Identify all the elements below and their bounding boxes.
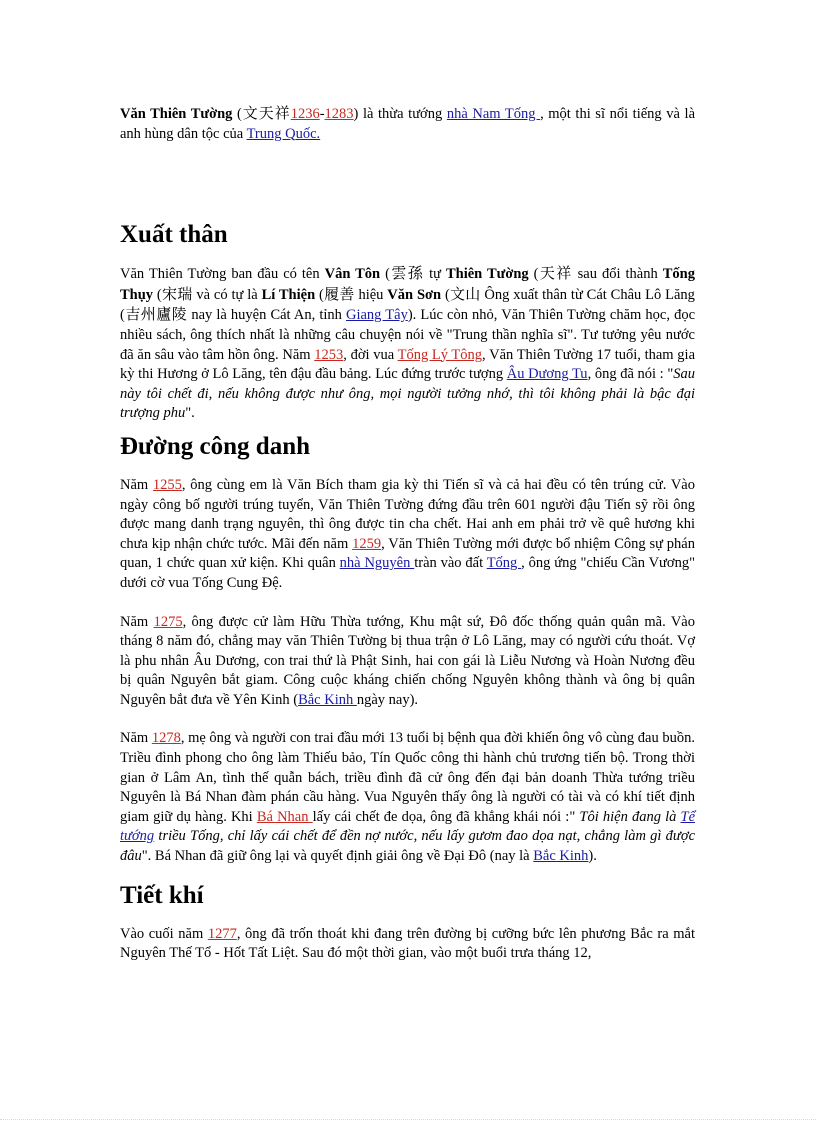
link-1255[interactable]: 1255 — [152, 476, 182, 493]
heading-duong-cong-danh: Đường công danh — [120, 432, 311, 460]
quote-dai-truong-phu: Sau này tôi chết đi, nếu không được như ông, mọi người tưởng nhớ, thì tôi không phải là bậc đại trượng phu — [120, 366, 695, 422]
link-1259[interactable]: 1259 — [352, 535, 382, 552]
paragraph-tiet-khi: Vào cuối năm 1277, ông đã trốn thoát khi đang trên đường bị cưỡng bức lên phương Bắc ra mắt Nguyên Thế Tổ - Hốt Tất Liệt. Sau đó một thời gian, vào một buổi trưa tháng 12, — [120, 925, 695, 962]
link-nha-nam-tong[interactable]: nhà Nam Tống — [446, 106, 541, 122]
link-1236[interactable]: 1236 — [290, 106, 320, 122]
link-tong[interactable]: Tống — [486, 555, 522, 572]
heading-tiet-khi: Tiết khí — [120, 881, 204, 909]
link-au-duong-tu[interactable]: Âu Dương Tu — [506, 366, 588, 383]
paragraph-xuat-than: Văn Thiên Tường ban đầu có tên Vân Tôn (雲孫 tự Thiên Tường (天祥 sau đổi thành Tống Thụy (宋瑞 và có tự là Lí Thiện (履善 hiệu Văn Sơn (文山 Ông xuất thân từ Cát Châu Lô Lăng (吉州廬陵 nay là huyện Cát An, tỉnh Giang Tây). Lúc còn nhỏ, Văn Thiên Tường chăm học, đọc nhiều sách, ông thích nhất là những câu chuyện nói về "Trung thần nghĩa sĩ". Tư tưởng yêu nước đã ăn sâu vào tâm hồn ông. Năm 1253, đời vua Tống Lý Tông, Văn Thiên Tường 17 tuổi, tham gia kỳ thi Hương ở Lô Lăng, tên đậu đầu bảng. Lúc đứng trước tượng Âu Dương Tu, ông đã nói : "Sau này tôi chết đi, nếu không được như ông, mọi người tưởng nhớ, thì tôi không phải là bậc đại trượng phu". — [120, 264, 696, 422]
link-te-tuong[interactable]: Tể tướng — [120, 808, 695, 845]
page-bottom-divider — [0, 1119, 816, 1122]
intro-paragraph: Văn Thiên Tường (文天祥1236-1283) là thừa tướng nhà Nam Tống , một thi sĩ nổi tiếng và là anh hùng dân tộc của Trung Quốc. — [120, 104, 695, 142]
link-giang-tay[interactable]: Giang Tây — [346, 307, 408, 324]
cjk-name: 文天祥 — [241, 104, 291, 122]
link-1275[interactable]: 1275 — [153, 613, 183, 630]
link-ba-nhan[interactable]: Bá Nhan — [256, 808, 313, 825]
link-1278[interactable]: 1278 — [151, 730, 181, 747]
paragraph-cong-danh-2: Năm 1275, ông được cử làm Hữu Thừa tướng, Khu mật sứ, Đô đốc thống quản quân mã. Vào tháng 8 năm đó, chẳng may văn Thiên Tường bị thua trận ở Lô Lăng, may có người cứu thoát. Vợ là phu nhân Âu Dương, con trai thứ là Phật Sinh, hai con gái là Liễu Nương và Hoàn Nương đều bị quân Nguyên bắt giam. Công cuộc kháng chiến chống Nguyên không thành và ông bị quân Nguyên bắt đưa về Yên Kinh (Bắc Kinh ngày nay). — [120, 613, 695, 708]
link-bac-kinh-2[interactable]: Bắc Kinh — [533, 848, 589, 865]
link-nha-nguyen[interactable]: nhà Nguyên — [339, 555, 415, 572]
subject-name: Văn Thiên Tường — [120, 106, 233, 122]
link-1253[interactable]: 1253 — [314, 346, 344, 363]
document-body — [120, 102, 695, 964]
link-1283[interactable]: 1283 — [324, 106, 354, 122]
paragraph-cong-danh-3: Năm 1278, mẹ ông và người con trai đầu mới 13 tuổi bị bệnh qua đời khiến ông vô cùng đau buồn. Triều đình phong cho ông làm Thiếu bảo, Tín Quốc công thi hành chủ trương tiến bộ. Trong thời gian ở Lâm An, tình thế quẫn bách, triều đình đã cử ông đến đại bản doanh Thừa tướng triều Nguyên là Bá Nhan đàm phán cầu hàng. Vua Nguyên thấy ông là người có tài và có khí tiết định giam giữ dụ hàng. Khi Bá Nhan lấy cái chết đe dọa, ông đã khẳng khái nói :" Tôi hiện đang là Tể tướng triều Tống, chỉ lấy cái chết để đền nợ nước, nếu lấy gươm đao dọa nạt, chẳng làm gì được đâu". Bá Nhan đã giữ ông lại và quyết định giải ông về Đại Đô (nay là Bắc Kinh). — [120, 730, 696, 865]
link-bac-kinh[interactable]: Bắc Kinh — [298, 691, 357, 708]
link-trung-quoc[interactable]: Trung Quốc. — [246, 125, 321, 142]
heading-xuat-than: Xuất thân — [120, 221, 228, 249]
paragraph-cong-danh-1: Năm 1255, ông cùng em là Văn Bích tham gia kỳ thi Tiến sĩ và cả hai đều có tên trúng cử. Vào ngày công bố người trúng tuyển, Văn Thiên Tường đứng đầu trên 601 người đậu Tiến sỹ rồi ông được mang danh trạng nguyên, thì ông được tin cha chết. Hai anh em phải trở về quê hương khi chưa kịp nhận chức tước. Mãi đến năm 1259, Văn Thiên Tường mới được bổ nhiệm Công sự phán quan, 1 chức quan xử kiện. Khi quân nhà Nguyên tràn vào đất Tống , ông ứng "chiếu Cần Vương" dưới cờ vua Tống Cung Đệ. — [120, 476, 695, 591]
link-1277[interactable]: 1277 — [207, 925, 237, 942]
link-tong-ly-tong[interactable]: Tống Lý Tông — [397, 346, 483, 363]
